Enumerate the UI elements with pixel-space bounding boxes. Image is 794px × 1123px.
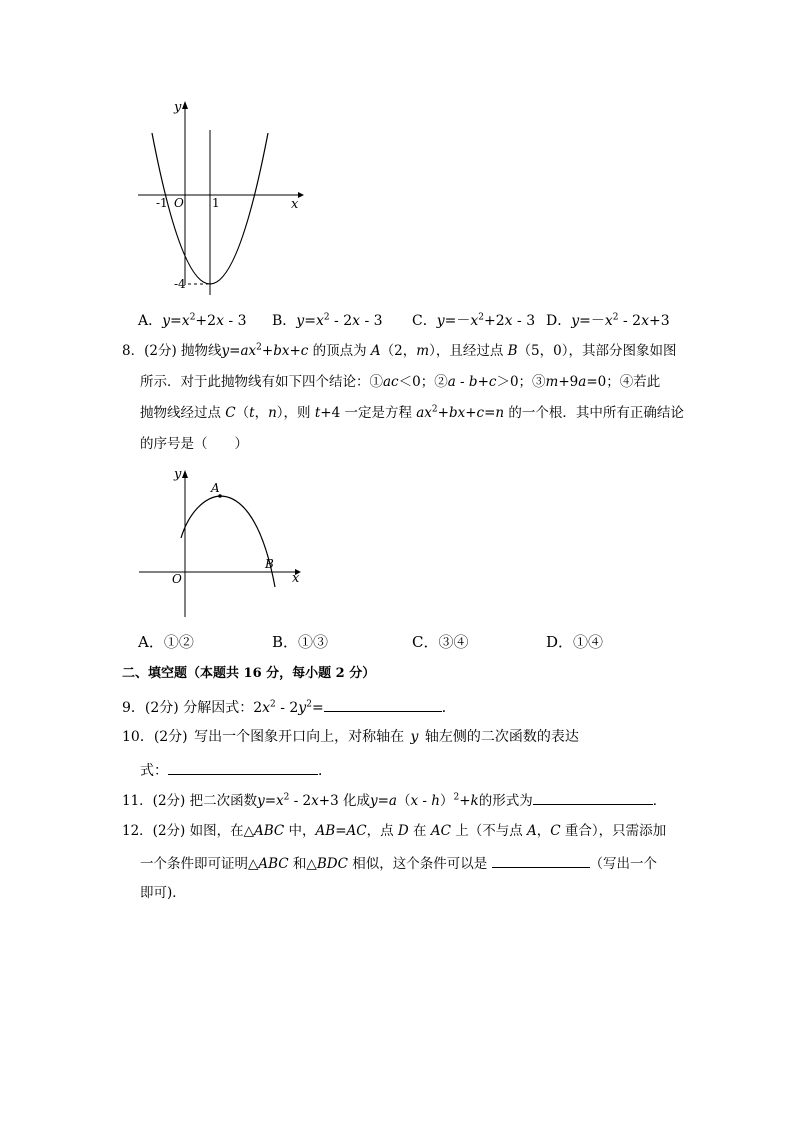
q12-line-3: 即可)． [140, 885, 186, 901]
q8-line-3: 抛物线经过点 C（t，n），则 t+4 一定是方程 $ax^2+bx+c=n$ 的一个根．其中所有正确结论 [140, 404, 684, 421]
q7-option-d[interactable]: D．$y=-x^2 - 2x+3$ [546, 312, 670, 329]
q12-line-1: 12．(2分) 如图，在△ABC 中，AB=AC，点 D 在 AC 上（不与点 A，C 重合），只需添加 [122, 823, 667, 839]
label-origin: O [174, 196, 184, 210]
q8-option-b[interactable]: B．①③ [272, 633, 329, 651]
q8-option-a[interactable]: A．①② [138, 633, 194, 651]
q8-line-2: 所示．对于此抛物线有如下四个结论：①ac＜0；②a - b+c＞0；③m+9a=0；④若此 [140, 374, 661, 390]
q7-option-c[interactable]: C．$y=-x^2+2x - 3$ [412, 312, 536, 329]
parabola-curve [181, 496, 275, 587]
q12-line-2: 一个条件即可证明△ABC 和△BDC 相似，这个条件可以是 （写出一个 [140, 853, 657, 873]
label-x: x [292, 571, 300, 586]
x-axis-arrow [298, 192, 304, 198]
q12-answer-blank[interactable] [492, 853, 590, 868]
q9-answer-blank[interactable] [324, 697, 442, 712]
q11-answer-blank[interactable] [533, 790, 653, 805]
q8-line-4: 的序号是（ ） [140, 436, 248, 452]
label-origin: O [172, 572, 182, 586]
q11-line: 11．(2分) 把二次函数$y=x^2 - 2x+3$ 化成y=a（x - h）$^2$+k的形式为 ． [122, 790, 666, 810]
label-neg1: -1 [156, 196, 168, 210]
q8-line-1: 8．(2分) 抛物线$y=ax^2+bx+c$ 的顶点为 A（2，m），且经过点 B（5，0），其部分图象如图 [122, 342, 677, 359]
q8-option-d[interactable]: D．①④ [546, 633, 604, 651]
q7-option-b[interactable]: B．$y=x^2 - 2x - 3$ [272, 312, 383, 329]
q10-line-1: 10．(2分) 写出一个图象开口向上，对称轴在 y 轴左侧的二次函数的表达 [122, 729, 579, 745]
label-y: y [174, 100, 182, 115]
label-a: A [211, 481, 220, 495]
label-y: y [174, 467, 182, 482]
label-1: 1 [212, 196, 220, 210]
q10-answer-blank[interactable] [168, 760, 318, 775]
label-x: x [291, 197, 299, 212]
parabola-graph-1 [130, 95, 310, 300]
section-heading: 二、填空题（本题共 16 分，每小题 2 分） [122, 666, 376, 681]
q7-option-a[interactable]: A．$y=x^2+2x - 3$ [138, 312, 247, 329]
q9-line: 9．(2分) 分解因式：$2x^2 - 2y^2=$ ． [122, 697, 456, 717]
label-neg4: -4 [174, 277, 186, 291]
parabola-graph-2 [135, 462, 310, 622]
y-axis-arrow [182, 470, 188, 478]
q8-option-c[interactable]: C．③④ [412, 633, 469, 651]
q10-line-2: 式： ． [140, 760, 332, 780]
label-b: B [265, 557, 274, 571]
y-axis-arrow [182, 101, 188, 109]
